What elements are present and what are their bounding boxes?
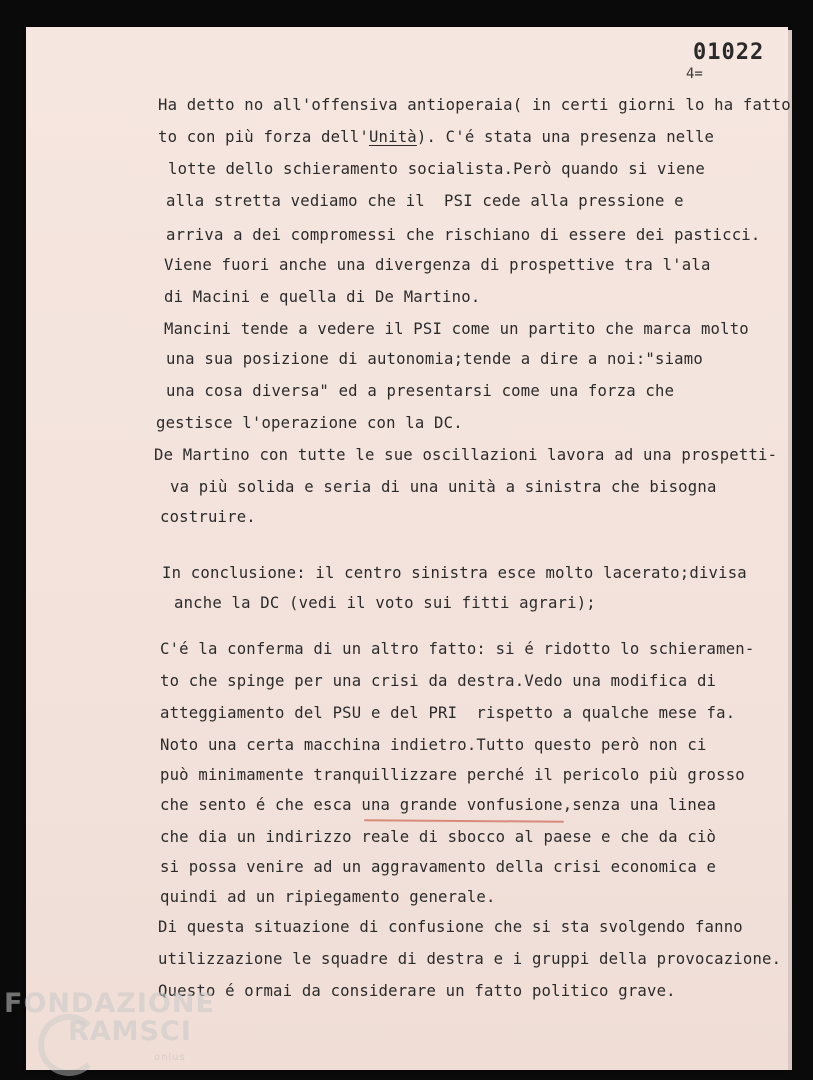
page-number: 4= [686,66,703,82]
text-line: va più solida e seria di una unità a sinistra che bisogna [170,478,717,496]
text-line: Mancini tende a vedere il PSI come un partito che marca molto [164,320,749,338]
text-line: utilizzazione le squadre di destra e i gruppi della provocazione. [158,950,782,968]
text-line: Viene fuori anche una divergenza di prospettive tra l'ala [164,256,711,274]
text-line: che sento é che esca una grande vonfusione,senza una linea [160,796,717,814]
fondazione-gramsci-watermark [4,988,215,1063]
document-page [26,27,788,1070]
text-segment: to con più forza dell' [158,128,369,146]
text-line [158,128,714,146]
document-number: 01022 [693,40,765,65]
text-line: Questo é ormai da considerare un fatto politico grave. [158,982,676,1000]
text-line: una sua posizione di autonomia;tende a dire a noi:"siamo [166,350,703,368]
text-line: Di questa situazione di confusione che si sta svolgendo fanno [158,918,743,936]
text-line: to che spinge per una crisi da destra.Vedo una modifica di [160,672,717,690]
watermark-line-3: onlus [154,1052,186,1063]
text-line: gestisce l'operazione con la DC. [156,414,463,432]
text-line: Noto una certa macchina indietro.Tutto questo però non ci [160,736,707,754]
text-line: Ha detto no all'offensiva antioperaia( in certi giorni lo ha fatto [158,96,791,114]
text-line: anche la DC (vedi il voto sui fitti agrari); [174,594,596,612]
text-line: si possa venire ad un aggravamento della crisi economica e [160,858,717,876]
text-line: De Martino con tutte le sue oscillazioni lavora ad una prospetti- [154,446,778,464]
text-segment: ). C'é stata una presenza nelle [416,128,715,146]
watermark-line-2: RAMSCI [68,1016,192,1047]
text-line: atteggiamento del PSU e del PRI rispetto a qualche mese fa. [160,704,736,722]
watermark-line-1: FONDAZIONE [4,988,215,1019]
text-line: costruire. [160,508,256,526]
text-line: di Macini e quella di De Martino. [164,288,481,306]
text-line: In conclusione: il centro sinistra esce molto lacerato;divisa [162,564,747,582]
text-line: C'é la conferma di un altro fatto: si é ridotto lo schieramen- [160,640,755,658]
text-line: alla stretta vediamo che il PSI cede alla pressione e [166,192,684,210]
underlined-word: Unità [368,128,417,146]
text-line: arriva a dei compromessi che rischiano di essere dei pasticci. [166,226,761,244]
text-line: una cosa diversa" ed a presentarsi come una forza che [166,382,675,400]
text-line: lotte dello schieramento socialista.Però quando si viene [168,160,705,178]
text-line: può minimamente tranquillizzare perché il pericolo più grosso [160,766,745,784]
text-line: che dia un indirizzo reale di sbocco al paese e che da ciò [160,828,717,846]
page-edge [788,30,792,1070]
text-line: quindi ad un ripiegamento generale. [160,888,496,906]
